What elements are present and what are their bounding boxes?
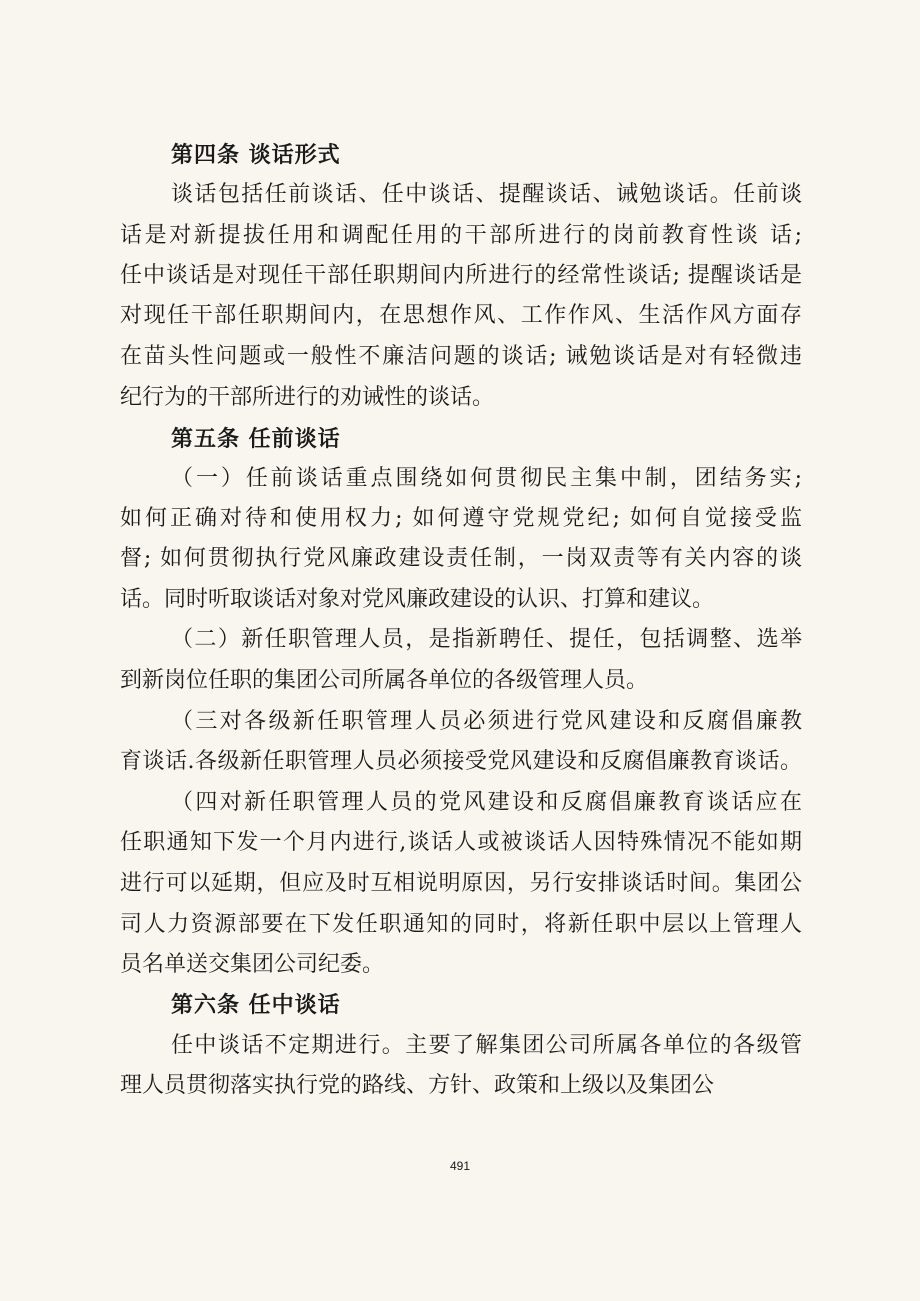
article-6-heading: 第六条 任中谈话 (171, 992, 341, 1018)
paragraph-line: （一）任前谈话重点围绕如何贯彻民主集中制，团结务实; (171, 466, 802, 491)
paragraph-line: 任中谈话不定期进行。主要了解集团公司所属各单位的各级管 (171, 1033, 802, 1058)
article-5-heading: 第五条 任前谈话 (171, 426, 341, 452)
paragraph-line: 理人员贯彻落实执行党的路线、方针、政策和上级以及集团公 (120, 1073, 715, 1098)
paragraph-line: 纪行为的干部所进行的劝诫性的谈话。 (120, 385, 495, 410)
paragraph-line: 任职通知下发一个月内进行,谈话人或被谈话人因特殊情况不能如期 (120, 830, 802, 855)
paragraph-line: 对现任干部任职期间内，在思想作风、工作作风、生活作风方面存 (120, 303, 802, 328)
paragraph-line: 进行可以延期，但应及时互相说明原因，另行安排谈话时间。集团公 (120, 871, 802, 896)
paragraph-line: 在苗头性问题或一般性不廉洁问题的谈话; 诫勉谈话是对有轻微违 (120, 344, 802, 369)
paragraph-line: 如何正确对待和使用权力; 如何遵守党规党纪; 如何自觉接受监 (120, 506, 802, 531)
paragraph-line: 话是对新提拔任用和调配任用的干部所进行的岗前教育性谈 话; (120, 223, 802, 248)
paragraph-line: 督; 如何贯彻执行党风廉政建设责任制，一岗双责等有关内容的谈 (120, 546, 802, 571)
page-number: 491 (449, 1159, 471, 1173)
paragraph-line: 司人力资源部要在下发任职通知的同时，将新任职中层以上管理人 (120, 912, 802, 937)
paragraph-line: 任中谈话是对现任干部任职期间内所进行的经常性谈话; 提醒谈话是 (120, 263, 802, 288)
paragraph-line: 话。同时听取谈话对象对党风廉政建设的认识、打算和建议。 (120, 587, 715, 612)
paragraph-line: 员名单送交集团公司纪委。 (120, 952, 385, 977)
paragraph-line: 育谈话.各级新任职管理人员必须接受党风建设和反腐倡廉教育谈话。 (120, 749, 802, 774)
paragraph-line: （四对新任职管理人员的党风建设和反腐倡廉教育谈话应在 (171, 790, 802, 815)
paragraph-line: 到新岗位任职的集团公司所属各单位的各级管理人员。 (120, 668, 649, 693)
paragraph-line: （三对各级新任职管理人员必须进行党风建设和反腐倡廉教 (171, 709, 802, 734)
paragraph-line: 谈话包括任前谈话、任中谈话、提醒谈话、诫勉谈话。任前谈 (171, 182, 802, 207)
article-4-heading: 第四条 谈话形式 (171, 142, 341, 168)
paragraph-line: （二）新任职管理人员，是指新聘任、提任，包括调整、选举 (171, 627, 802, 652)
